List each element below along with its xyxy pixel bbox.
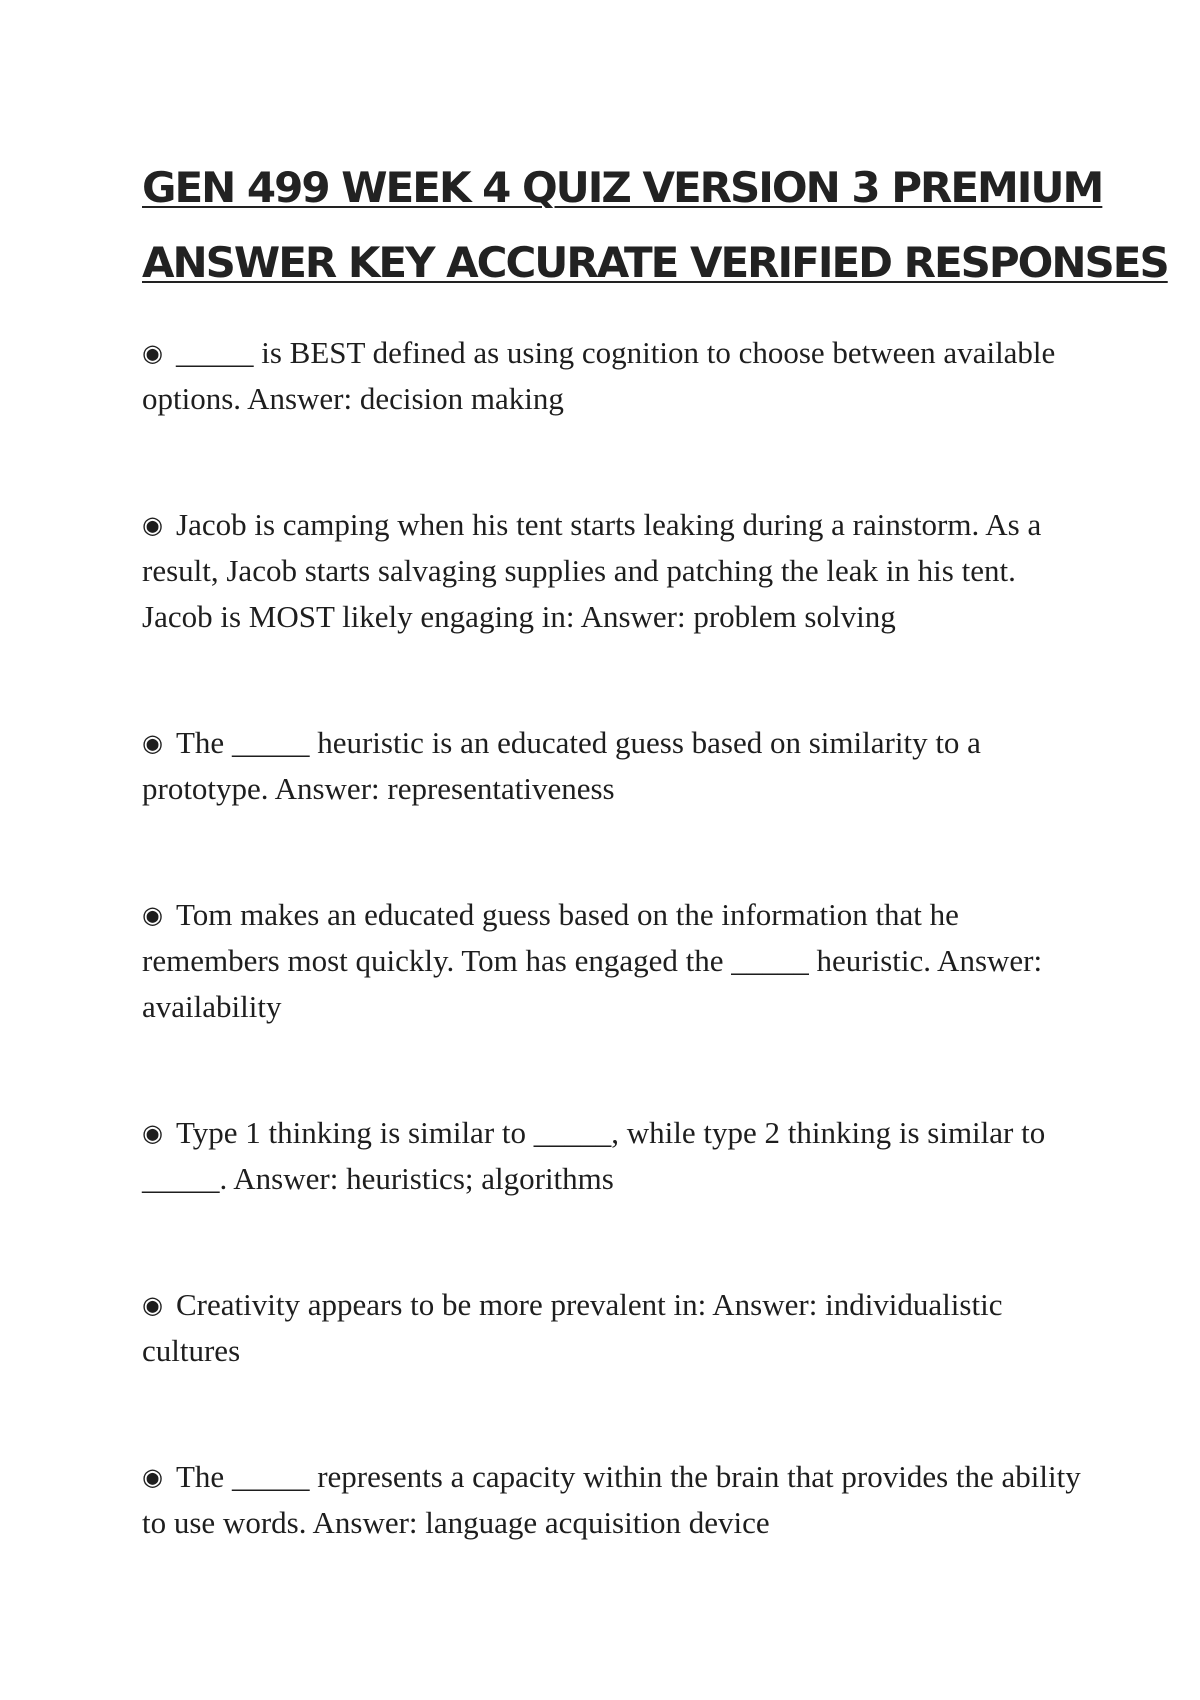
title-line-2: ANSWER KEY ACCURATE VERIFIED RESPONSES: [142, 238, 1168, 287]
qa-text: Tom makes an educated guess based on the information that he remembers most quickly. Tom has engaged the _____ heuristic. Answer: availability: [142, 897, 1043, 1024]
qa-text: Jacob is camping when his tent starts leaking during a rainstorm. As a result, Jacob starts salvaging supplies and patching the leak in his tent. Jacob is MOST likely engaging in: Answer: problem solving: [142, 507, 1042, 634]
qa-item: [142, 1282, 1082, 1374]
qa-item: [142, 502, 1082, 640]
radio-bullet-icon: ◉: [142, 1463, 163, 1491]
qa-item: [142, 330, 1082, 422]
document-page: [142, 150, 1168, 1546]
document-title: [142, 150, 1168, 300]
radio-bullet-icon: ◉: [142, 511, 163, 539]
radio-bullet-icon: ◉: [142, 339, 163, 367]
title-line-1: GEN 499 WEEK 4 QUIZ VERSION 3 PREMIUM: [142, 163, 1103, 212]
qa-text: Creativity appears to be more prevalent in: Answer: individualistic cultures: [142, 1287, 1003, 1368]
radio-bullet-icon: ◉: [142, 729, 163, 757]
qa-item: [142, 720, 1082, 812]
radio-bullet-icon: ◉: [142, 1119, 163, 1147]
radio-bullet-icon: ◉: [142, 901, 163, 929]
qa-text: The _____ heuristic is an educated guess based on similarity to a prototype. Answer: representativeness: [142, 725, 981, 806]
qa-text: The _____ represents a capacity within the brain that provides the ability to use words. Answer: language acquisition device: [142, 1459, 1081, 1540]
qa-item: [142, 892, 1082, 1030]
qa-item: [142, 1110, 1082, 1202]
radio-bullet-icon: ◉: [142, 1291, 163, 1319]
qa-item: [142, 1454, 1082, 1546]
qa-text: _____ is BEST defined as using cognition to choose between available options. Answer: decision making: [142, 335, 1056, 416]
qa-text: Type 1 thinking is similar to _____, while type 2 thinking is similar to _____. Answer: heuristics; algorithms: [142, 1115, 1046, 1196]
